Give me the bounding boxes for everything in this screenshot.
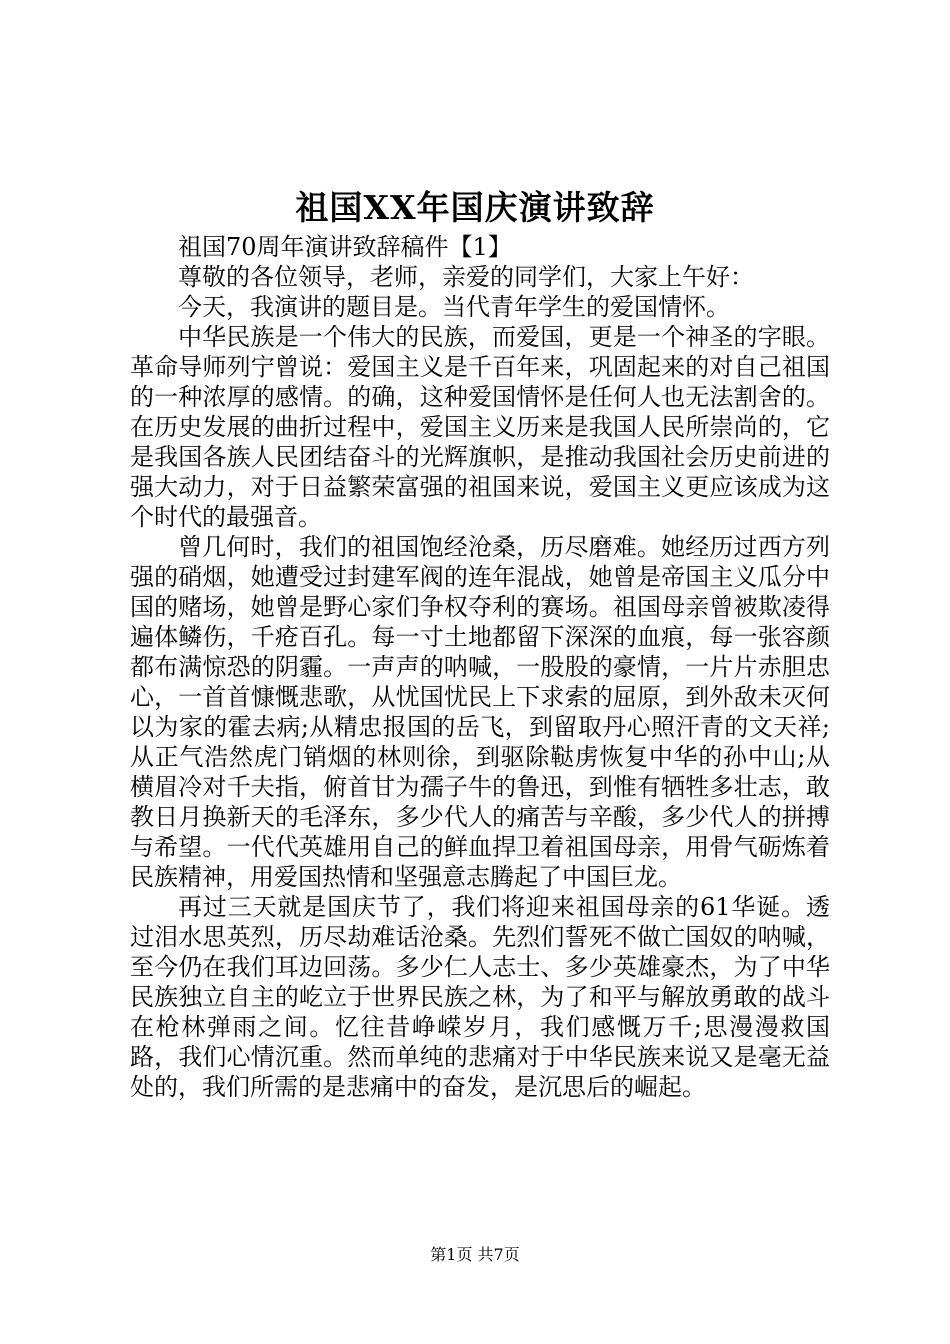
paragraph-salutation: 尊敬的各位领导，老师，亲爱的同学们，大家上午好： (178, 263, 754, 291)
paragraph-heading: 祖国70周年演讲致辞稿件【1】 (178, 233, 512, 261)
paragraph-body: 曾几何时，我们的祖国饱经沧桑，历尽磨难。她经历过西方列强的硝烟，她遭受过封建军阀的连年混战，她曾是帝国主义瓜分中国的赌场，她曾是野心家们争权夺利的赛场。祖国母亲曾被欺凌得遍体鳞伤，千疮百孔。每一寸土地都留下深深的血痕，每一张容颜都布满惊恐的阴霾。一声声的呐喊，一股股的豪情，一片片赤胆忠心，一首首慷慨悲歌，从忧国忧民上下求索的屈原，到外敌未灭何以为家的霍去病;从精忠报国的岳飞，到留取丹心照汗青的文天祥;从正气浩然虎门销烟的林则徐，到驱除鞑虏恢复中华的孙中山;从横眉冷对千夫指，俯首甘为孺子牛的鲁迅，到惟有牺牲多壮志，敢教日月换新天的毛泽东，多少代人的痛苦与辛酸，多少代人的拼搏与希望。一代代英雄用自己的鲜血捍卫着祖国母亲，用骨气砺炼着民族精神，用爱国热情和坚强意志腾起了中国巨龙。 (130, 533, 830, 891)
document-body (130, 232, 830, 1102)
page-number-footer: 第1页 共7页 (430, 1245, 520, 1264)
paragraph-topic: 今天，我演讲的题目是。当代青年学生的爱国情怀。 (178, 293, 730, 321)
document-title: 祖国XX年国庆演讲致辞 (295, 188, 655, 227)
paragraph-body: 再过三天就是国庆节了，我们将迎来祖国母亲的61华诞。透过泪水思英烈，历尽劫难话沧桑。先烈们誓死不做亡国奴的呐喊，至今仍在我们耳边回荡。多少仁人志士、多少英雄豪杰，为了中华民族独立自主的屹立于世界民族之林，为了和平与解放勇敢的战斗在枪林弹雨之间。忆往昔峥嵘岁月，我们感慨万千;思漫漫救国路，我们心情沉重。然而单纯的悲痛对于中华民族来说又是毫无益处的，我们所需的是悲痛中的奋发，是沉思后的崛起。 (130, 893, 830, 1101)
paragraph-body: 中华民族是一个伟大的民族，而爱国，更是一个神圣的字眼。革命导师列宁曾说：爱国主义是千百年来，巩固起来的对自己祖国的一种浓厚的感情。的确，这种爱国情怀是任何人也无法割舍的。在历史发展的曲折过程中，爱国主义历来是我国人民所崇尚的，它是我国各族人民团结奋斗的光辉旗帜，是推动我国社会历史前进的强大动力，对于日益繁荣富强的祖国来说，爱国主义更应该成为这个时代的最强音。 (130, 323, 830, 531)
